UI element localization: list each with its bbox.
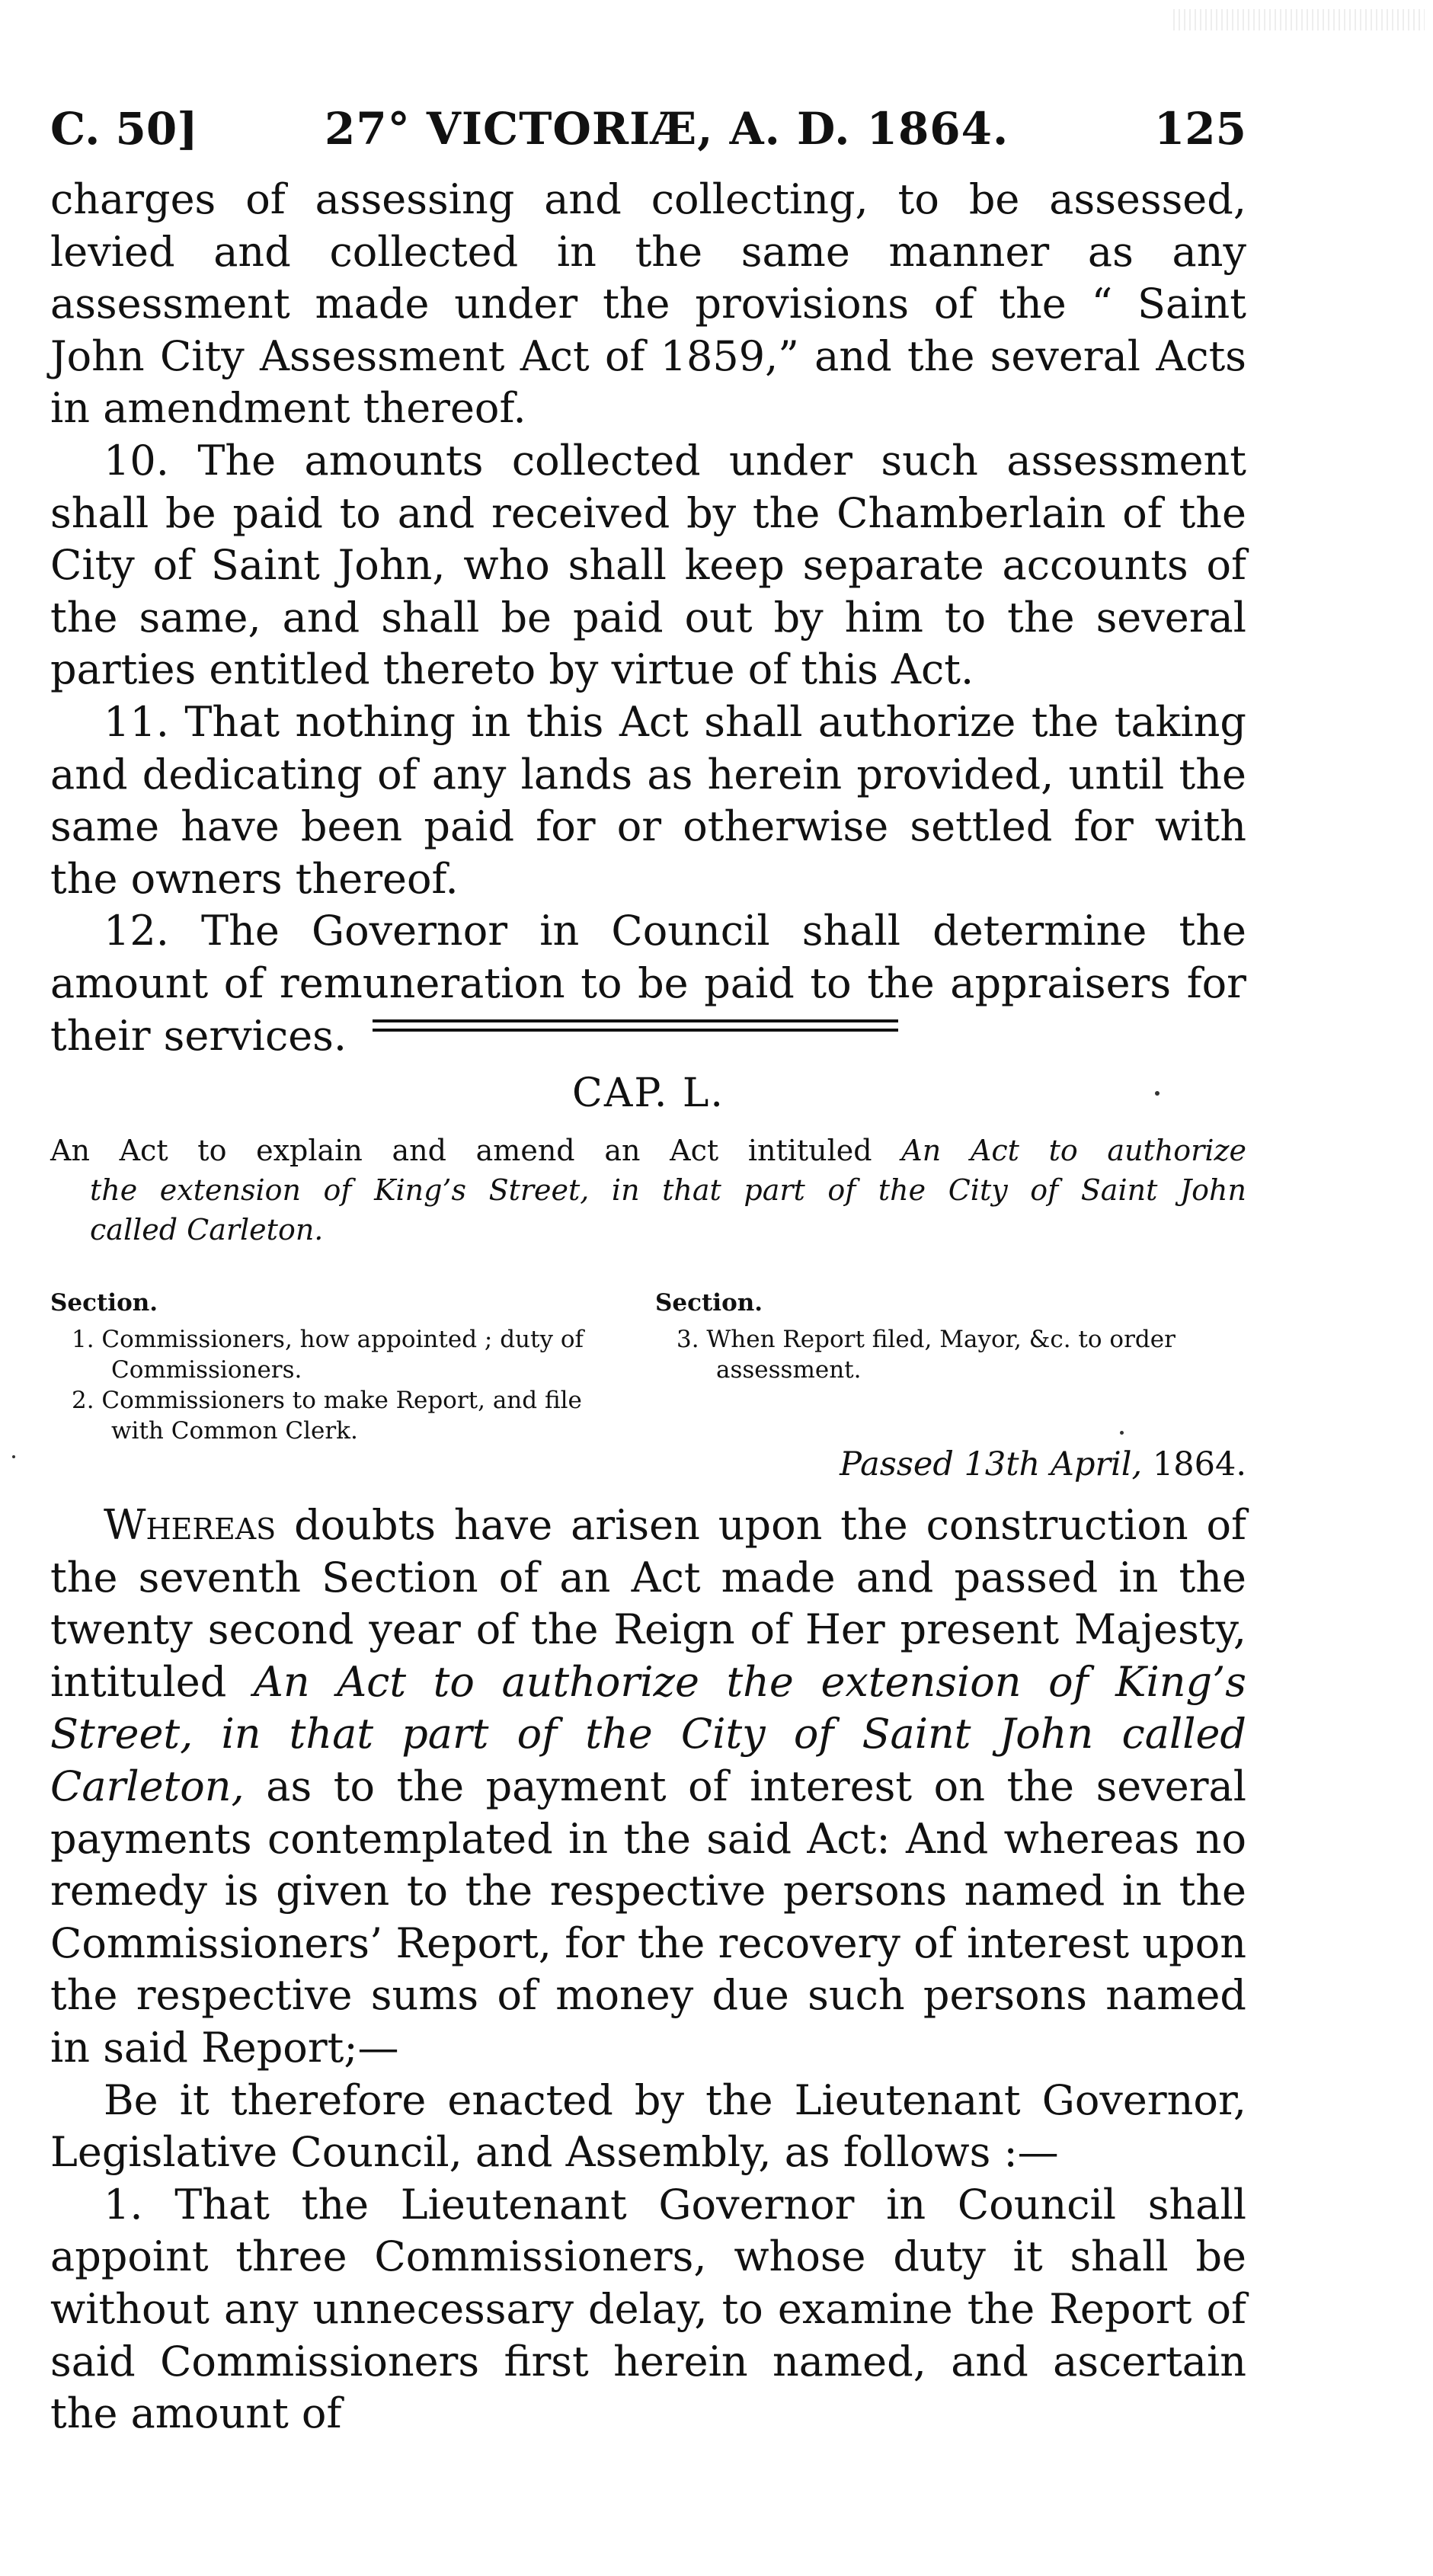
chapter-reference: C. 50]	[50, 103, 198, 155]
passed-label: Passed	[840, 1445, 954, 1483]
preamble-text-1: doubts have arisen upon the construction of the seventh Section of an Act made and passed in the twenty second year of the Reign of Her present Majesty, intituled	[50, 1501, 1246, 1706]
act-title-line-1	[50, 1131, 1246, 1170]
enacting-clause: Be it therefore enacted by the Lieutenant Governor, Legislative Council, and Assembly, as follows :—	[50, 2075, 1246, 2177]
passed-day: 13th	[964, 1445, 1041, 1483]
regnal-year-title: 27° VICTORIÆ, A. D. 1864.	[325, 103, 1009, 155]
act-title-line-2: the extension of King’s Street, in that part of the City of Saint John	[90, 1173, 1246, 1207]
section-index-item: 2. Commissioners to make Report, and file with Common Clerk.	[72, 1387, 582, 1445]
section-index-item: 3. When Report filed, Mayor, &c. to order assessment.	[677, 1326, 1176, 1384]
double-rule-divider	[373, 1019, 898, 1032]
act-title-italic-1: An Act to authorize	[901, 1134, 1247, 1167]
passed-date	[686, 1443, 1246, 1486]
section-11: 11. That nothing in this Act shall authorize the taking and dedicating of any lands as herein provided, until the same have been paid for or otherwise settled for with the owners thereof.	[50, 697, 1246, 903]
act-title-line-3: called Carleton.	[90, 1213, 324, 1246]
passed-year: 1864.	[1152, 1445, 1246, 1483]
section-index-right	[655, 1288, 1234, 1385]
section-10: 10. The amounts collected under such assessment shall be paid to and received by the Chamberlain of the City of Saint John, who shall keep separate accounts of the same, and shall be paid out by him to the several parties entitled thereto by virtue of this Act.	[50, 436, 1246, 694]
section-heading: Section.	[655, 1289, 763, 1317]
preamble	[50, 1499, 1246, 2075]
whereas-word: Whereas	[104, 1501, 277, 1549]
passed-month: April,	[1050, 1445, 1143, 1483]
print-speck	[1120, 1431, 1124, 1435]
act-long-title	[50, 1131, 1246, 1250]
continued-paragraph: charges of assessing and collecting, to be assessed, levied and collected in the same manner as any assessment made under the provisions of the “ Saint John City Assessment Act of 1859,” and the several Acts in amendment thereof.	[50, 175, 1246, 433]
act-title-lead: An Act to explain and amend an Act intituled	[50, 1134, 872, 1167]
section-heading: Section.	[50, 1289, 158, 1317]
section-index-left	[50, 1288, 629, 1446]
section-12: 12. The Governor in Council shall determine the amount of remuneration to be paid to the appraisers for their services.	[50, 907, 1246, 1060]
section-index-item: 1. Commissioners, how appointed ; duty of Commissioners.	[72, 1326, 584, 1384]
previous-act-conclusion	[50, 174, 1246, 1062]
running-header	[50, 101, 1246, 156]
preamble-act-name: An Act to authorize the extension of King’s Street, in that part of the City of Saint John called Carleton,	[50, 1657, 1247, 1810]
page-number: 125	[1153, 103, 1246, 155]
section-1: 1. That the Lieutenant Governor in Council shall appoint three Commissioners, whose duty it shall be without any unnecessary delay, to examine the Report of said Commissioners first herein named, and ascertain the amount of	[50, 2180, 1246, 2438]
scan-border-artifact	[1173, 9, 1425, 30]
chapter-title: CAP. L.	[572, 1070, 724, 1116]
print-speck	[12, 1455, 15, 1458]
preamble-text-2: as to the payment of interest on the several payments contemplated in the said Act: And whereas no remedy is given to the respective persons named in the Commissioners’ Report, for the recovery of interest upon the respective sums of money due such persons named in said Report;—	[50, 1762, 1246, 2072]
act-body	[50, 1499, 1246, 2440]
print-speck	[1155, 1091, 1160, 1096]
